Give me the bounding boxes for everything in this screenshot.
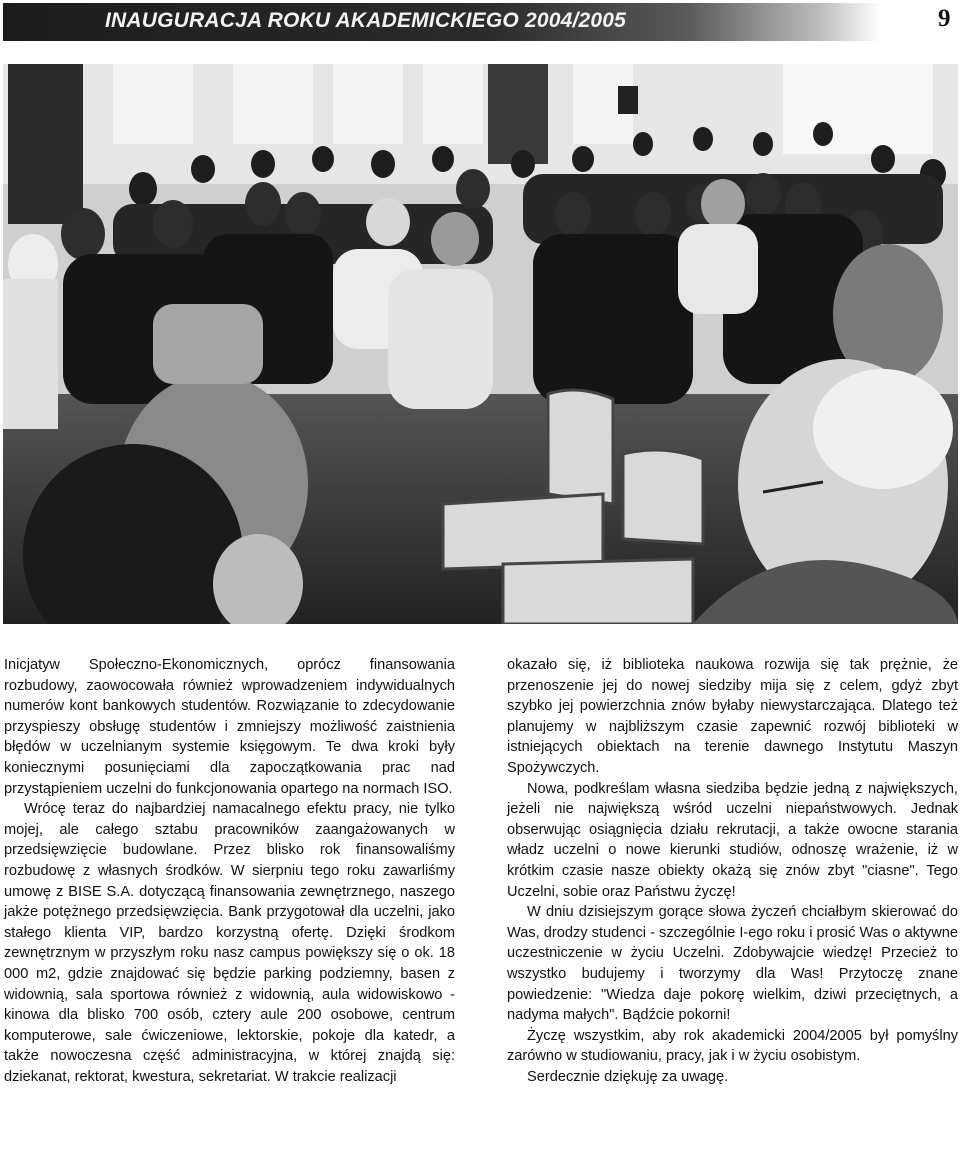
article-paragraph: W dniu dzisiejszym gorące słowa życzeń chciałbym skierować do Was, drodzy studenci - szczególnie I-ego roku i prosić Was o aktywne uczestniczenie w życiu Uczelni. Zdobywajcie wiedzę! Przecież to wszystko budujemy i tworzymy dla Was! Przytoczę znane powiedzenie: "Wiedza daje pokorę wielkim, dziwi przeciętnych, a nadyma małych". Bądźcie pokorni! bbox=[507, 904, 958, 1024]
header-banner bbox=[3, 3, 881, 41]
page-title: INAUGURACJA ROKU AKADEMICKIEGO 2004/2005 bbox=[105, 9, 627, 32]
article-right-column bbox=[507, 655, 958, 1087]
article-paragraph: Wrócę teraz do najbardziej namacalnego efektu pracy, nie tylko mojej, ale całego sztabu pracowników zaangażowanych w przedsięwzięcie budowlane. Przez blisko rok finansowaliśmy rozbudowę z własnych środków. W sierpniu tego roku zawarliśmy umowę z BISE S.A. dotyczącą finansowania zewnętrznego, naszego jakże potężnego przedsięwzięcia. Bank przygotował dla uczelni, jako stałego klienta VIP, bardzo korzystną ofertę. Dzięki środkom zewnętrznym w przyszłym roku nasz campus powiększy się o ok. 18 000 m2, gdzie znajdować się będzie parking podziemny, basen z widownią, sala sportowa również z widownią, aula widowiskowo - kinowa dla blisko 700 osób, cztery aule 200 osobowe, centrum komputerowe, sale ćwiczeniowe, lektorskie, pokoje dla katedr, a także nowoczesna część administracyjna, w której znajdą się: dziekanat, rektorat, kwestura, sekretariat. W trakcie realizacji bbox=[4, 801, 455, 1085]
audience-photo-icon bbox=[3, 64, 958, 624]
article-paragraph: Serdecznie dziękuję za uwagę. bbox=[527, 1068, 729, 1085]
article-paragraph: Nowa, podkreślam własna siedziba będzie jedną z największych, jeżeli nie największą wśród uczelni niepaństwowych. Jednak obserwując osiągnięcia działu rekrutacji, a także owocne starania władz uczelni o nowe kierunki studiów, odnoszę wrażenie, iż w krótkim czasie nasze obiekty okażą się znów zbyt "ciasne". Tego Uczelni, sobie oraz Państwu życzę! bbox=[507, 780, 958, 900]
article-paragraph: Życzę wszystkim, aby rok akademicki 2004/2005 był pomyślny zarówno w studiowaniu, pracy, jak i w życiu osobistym. bbox=[507, 1027, 958, 1065]
audience-photo bbox=[3, 64, 958, 624]
article-paragraph: Inicjatyw Społeczno-Ekonomicznych, oprócz finansowania rozbudowy, zaowocowała również wprowadzeniem indywidualnych numerów kont bankowych studentów. Rozwiązanie to zdecydowanie przyspieszy obsługę studentów i zmniejszy możliwość zaistnienia błędów w uczelnianym systemie księgowym. Te dwa kroki były koniecznymi posunięciami dla zapoczątkowania prac nad przystąpieniem uczelni do funkcjonowania opartego na normach ISO. bbox=[4, 657, 455, 797]
article-left-column bbox=[4, 655, 455, 1087]
page-number: 9 bbox=[938, 5, 951, 32]
article-paragraph: okazało się, iż biblioteka naukowa rozwija się tak prężnie, że przenoszenie jej do nowej siedziby mija się z celem, gdyż zbyt szybko jej powierzchnia znów byłaby niewystarczająca. Dlatego też planujemy w najbliższym czasie zapewnić rozwój biblioteki w istniejących obiektach na terenie dawnego Instytutu Maszyn Spożywczych. bbox=[507, 657, 958, 776]
